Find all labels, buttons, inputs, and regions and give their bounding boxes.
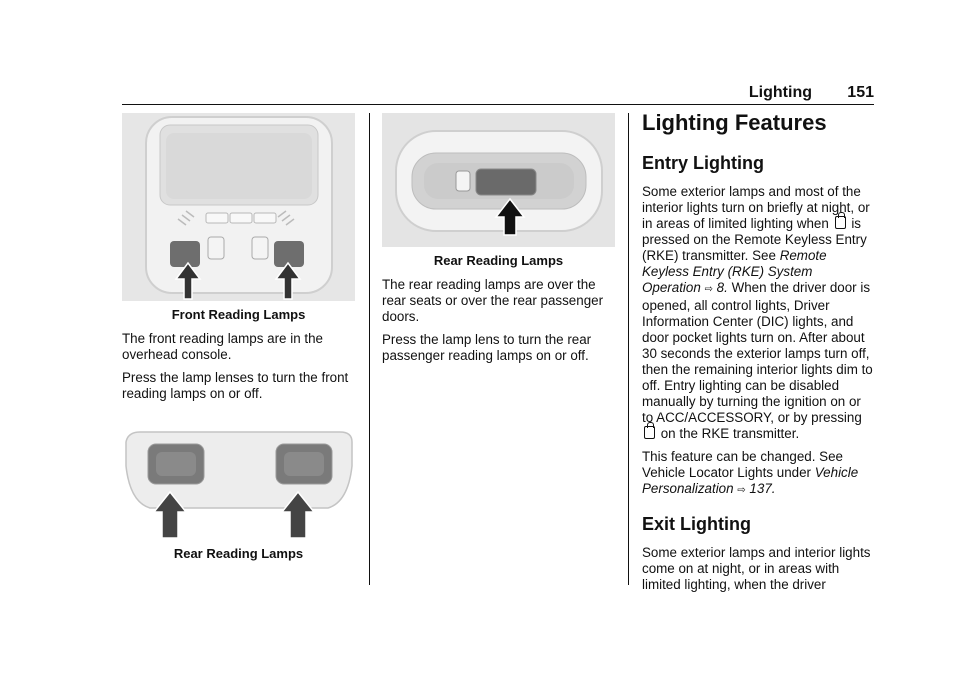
rear-reading-lamps-figure-1 — [122, 428, 355, 540]
rear-lamps-operation-text: Press the lamp lens to turn the rear passenger reading lamps on or off. — [382, 332, 592, 363]
rke-operation-link[interactable]: Remote Keyless Entry (RKE) System Operation — [642, 248, 827, 295]
vehicle-personalization-link[interactable]: Vehicle Personalization — [642, 465, 859, 496]
rear-console-illustration — [122, 428, 355, 540]
front-lamps-operation-text: Press the lamp lenses to turn the front reading lamps on or off. — [122, 370, 349, 401]
unlock-icon — [835, 216, 846, 229]
column-3 — [642, 108, 874, 600]
column-divider-2 — [628, 113, 629, 585]
front-reading-lamps-caption: Front Reading Lamps — [171, 307, 306, 322]
vehicle-personalization-page-link[interactable]: 137. — [749, 481, 776, 496]
page-number: 151 — [847, 84, 874, 101]
page-header — [122, 82, 874, 105]
rear-reading-lamps-caption-2: Rear Reading Lamps — [433, 253, 564, 268]
vehicle-locator-lights-ref: Vehicle Locator Lights — [642, 465, 774, 480]
rear-reading-lamps-caption-1: Rear Reading Lamps — [173, 546, 304, 561]
front-reading-lamps-figure — [122, 113, 355, 301]
lighting-features-heading: Lighting Features — [642, 110, 827, 135]
column-1 — [122, 113, 355, 570]
page-reference-arrow-icon: ⇨ — [737, 485, 746, 496]
column-divider-1 — [369, 113, 370, 585]
rke-operation-page-link[interactable]: 8. — [716, 280, 728, 295]
entry-lighting-change-text: This feature can be changed. See Vehicle Locator Lights under Vehicle Personalization ⇨ 137. — [642, 449, 874, 499]
lock-icon — [644, 426, 655, 439]
exit-lighting-heading: Exit Lighting — [642, 514, 751, 534]
exit-lighting-text: Some exterior lamps and interior lights come on at night, or in areas with limited lighting, when the driver — [642, 545, 871, 592]
entry-lighting-heading: Entry Lighting — [642, 153, 764, 173]
entry-lighting-text: Some exterior lamps and most of the interior lights turn on briefly at night, or in areas of limited lighting when is pressed on the Remote Keyless Entry (RKE) transmitter. See Remote Keyless Entry (RKE) System Operation ⇨ 8. When the driver door is opened, all control lights, Driver Information Center (DIC) lights, and door pocket lights turn on. After about 30 seconds the exterior lamps turn off, then the remaining interior lights dim to off. Entry lighting can be disabled manually by turning the ignition on or to ACC/ACCESSORY, or by pressing on the RKE transmitter. — [642, 184, 873, 441]
rear-lamp-illustration — [382, 113, 615, 247]
front-console-illustration — [122, 113, 355, 301]
rear-lamps-location-text: The rear reading lamps are over the rear seats or over the rear passenger doors. — [382, 277, 604, 324]
front-lamps-location-text: The front reading lamps are in the overhead console. — [122, 331, 323, 362]
page-reference-arrow-icon: ⇨ — [704, 284, 713, 295]
section-title: Lighting — [748, 84, 812, 101]
rear-reading-lamp-figure-2 — [382, 113, 615, 247]
column-2 — [382, 113, 615, 371]
